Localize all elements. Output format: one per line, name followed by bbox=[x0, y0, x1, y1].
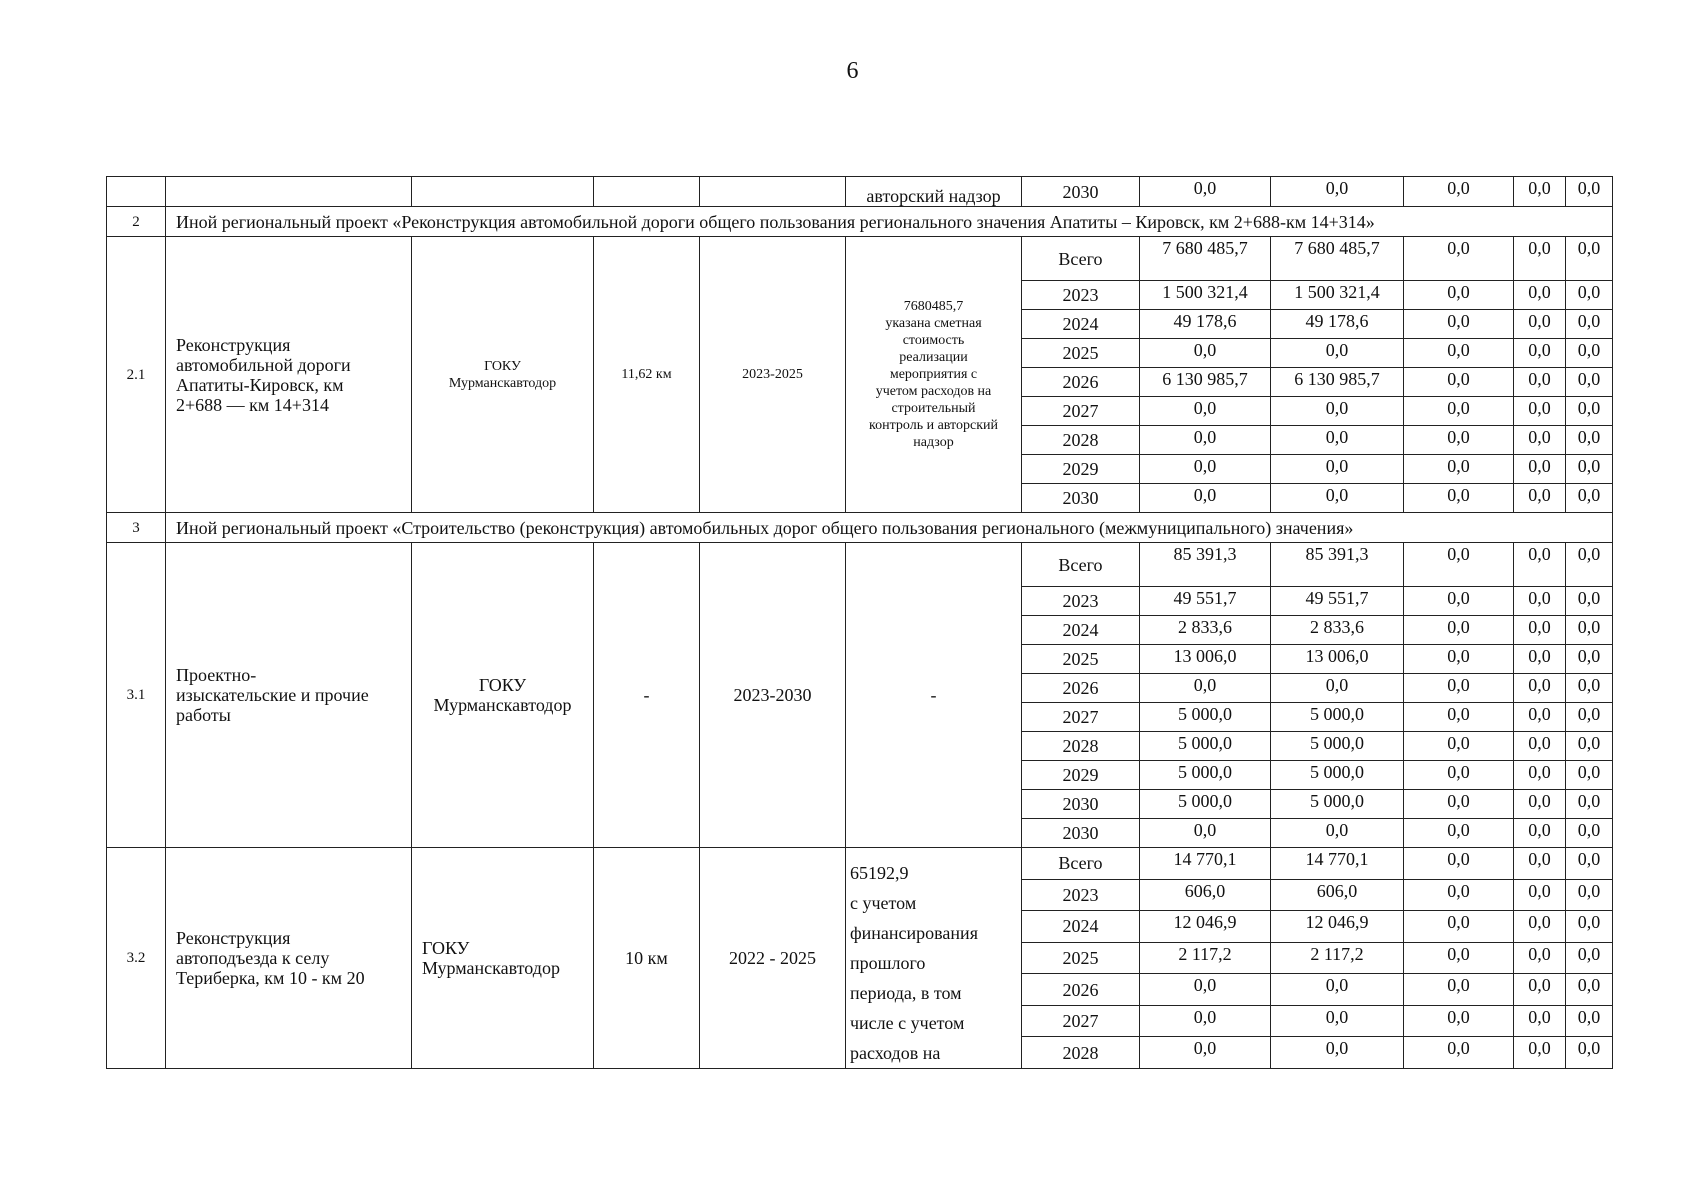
period-cell: 2023-2025 bbox=[700, 237, 846, 513]
value-cell-1: 49 178,6 bbox=[1140, 310, 1271, 339]
value-cell-4: 0,0 bbox=[1514, 397, 1566, 426]
value-cell-3: 0,0 bbox=[1404, 177, 1514, 207]
value-cell-4: 0,0 bbox=[1514, 790, 1566, 819]
year-cell: 2030 bbox=[1022, 819, 1140, 848]
value-cell-1: 0,0 bbox=[1140, 974, 1271, 1006]
value-cell-4: 0,0 bbox=[1514, 732, 1566, 761]
value-cell-4: 0,0 bbox=[1514, 339, 1566, 368]
value-cell-3: 0,0 bbox=[1404, 1037, 1514, 1069]
value-cell-1: 12 046,9 bbox=[1140, 911, 1271, 943]
value-cell-5: 0,0 bbox=[1566, 543, 1613, 587]
section-number: 3 bbox=[107, 513, 166, 543]
value-cell-5: 0,0 bbox=[1566, 1037, 1613, 1069]
value-cell-4: 0,0 bbox=[1514, 942, 1566, 974]
value-cell-5: 0,0 bbox=[1566, 790, 1613, 819]
value-cell-5: 0,0 bbox=[1566, 237, 1613, 281]
value-cell-4: 0,0 bbox=[1514, 426, 1566, 455]
value-cell-5: 0,0 bbox=[1566, 455, 1613, 484]
value-cell-3: 0,0 bbox=[1404, 974, 1514, 1006]
value-cell-2: 5 000,0 bbox=[1271, 732, 1404, 761]
item-name: Реконструкция автомобильной дороги Апатиты-Кировск, км 2+688 — км 14+314 bbox=[166, 237, 412, 513]
value-cell-5: 0,0 bbox=[1566, 281, 1613, 310]
value-cell-5: 0,0 bbox=[1566, 674, 1613, 703]
value-cell-1: 0,0 bbox=[1140, 484, 1271, 513]
value-cell-4: 0,0 bbox=[1514, 761, 1566, 790]
year-cell: 2025 bbox=[1022, 942, 1140, 974]
value-cell-3: 0,0 bbox=[1404, 879, 1514, 911]
value-cell-5: 0,0 bbox=[1566, 703, 1613, 732]
value-cell-1: 5 000,0 bbox=[1140, 761, 1271, 790]
value-cell-2: 0,0 bbox=[1271, 819, 1404, 848]
page-number: 6 bbox=[846, 58, 859, 84]
value-cell-2: 0,0 bbox=[1271, 339, 1404, 368]
value-cell-2: 606,0 bbox=[1271, 879, 1404, 911]
item-number: 2.1 bbox=[107, 237, 166, 513]
value-cell-2: 1 500 321,4 bbox=[1271, 281, 1404, 310]
executor-cell: ГОКУ Мурманскавтодор bbox=[412, 237, 594, 513]
value-cell-1: 6 130 985,7 bbox=[1140, 368, 1271, 397]
year-cell: 2027 bbox=[1022, 1005, 1140, 1037]
value-cell-5: 0,0 bbox=[1566, 732, 1613, 761]
value-cell-3: 0,0 bbox=[1404, 426, 1514, 455]
table-body bbox=[107, 177, 1613, 1069]
year-cell: 2030 bbox=[1022, 790, 1140, 819]
value-cell-2: 0,0 bbox=[1271, 484, 1404, 513]
value-cell-3: 0,0 bbox=[1404, 819, 1514, 848]
note-cell: авторский надзор bbox=[846, 177, 1022, 207]
value-cell-1: 0,0 bbox=[1140, 426, 1271, 455]
value-cell-3: 0,0 bbox=[1404, 645, 1514, 674]
value-cell-2: 12 046,9 bbox=[1271, 911, 1404, 943]
value-cell-5: 0,0 bbox=[1566, 761, 1613, 790]
value-cell-4: 0,0 bbox=[1514, 455, 1566, 484]
value-cell-3: 0,0 bbox=[1404, 339, 1514, 368]
value-cell-2: 13 006,0 bbox=[1271, 645, 1404, 674]
length-cell: - bbox=[594, 543, 700, 848]
year-cell: 2027 bbox=[1022, 397, 1140, 426]
value-cell-1: 1 500 321,4 bbox=[1140, 281, 1271, 310]
year-cell: 2024 bbox=[1022, 911, 1140, 943]
value-cell-4: 0,0 bbox=[1514, 819, 1566, 848]
year-cell: 2028 bbox=[1022, 426, 1140, 455]
value-cell-3: 0,0 bbox=[1404, 732, 1514, 761]
table-row bbox=[107, 177, 1613, 207]
value-cell-5: 0,0 bbox=[1566, 645, 1613, 674]
value-cell-4: 0,0 bbox=[1514, 543, 1566, 587]
value-cell-1: 7 680 485,7 bbox=[1140, 237, 1271, 281]
value-cell-1: 85 391,3 bbox=[1140, 543, 1271, 587]
item-number: 3.2 bbox=[107, 848, 166, 1069]
value-cell-4: 0,0 bbox=[1514, 616, 1566, 645]
value-cell-5: 0,0 bbox=[1566, 368, 1613, 397]
value-cell-2: 0,0 bbox=[1271, 674, 1404, 703]
year-cell: 2026 bbox=[1022, 368, 1140, 397]
value-cell-5: 0,0 bbox=[1566, 848, 1613, 880]
value-cell-2: 0,0 bbox=[1271, 455, 1404, 484]
value-cell-1: 14 770,1 bbox=[1140, 848, 1271, 880]
value-cell-4: 0,0 bbox=[1514, 281, 1566, 310]
year-cell: 2029 bbox=[1022, 761, 1140, 790]
value-cell-1: 2 833,6 bbox=[1140, 616, 1271, 645]
value-cell-3: 0,0 bbox=[1404, 616, 1514, 645]
value-cell-5: 0,0 bbox=[1566, 616, 1613, 645]
year-cell: 2026 bbox=[1022, 974, 1140, 1006]
year-cell: Всего bbox=[1022, 848, 1140, 880]
value-cell-3: 0,0 bbox=[1404, 703, 1514, 732]
value-cell-3: 0,0 bbox=[1404, 942, 1514, 974]
value-cell-4: 0,0 bbox=[1514, 645, 1566, 674]
value-cell-2: 14 770,1 bbox=[1271, 848, 1404, 880]
value-cell-1: 0,0 bbox=[1140, 339, 1271, 368]
value-cell-5: 0,0 bbox=[1566, 484, 1613, 513]
table-row bbox=[107, 543, 1613, 587]
value-cell-3: 0,0 bbox=[1404, 281, 1514, 310]
item-number: 3.1 bbox=[107, 543, 166, 848]
value-cell-2: 0,0 bbox=[1271, 397, 1404, 426]
value-cell-5: 0,0 bbox=[1566, 942, 1613, 974]
note-cell: 7680485,7 указана сметная стоимость реализации мероприятия с учетом расходов на строительный контроль и авторский надзор bbox=[846, 237, 1022, 513]
value-cell-1: 5 000,0 bbox=[1140, 732, 1271, 761]
value-cell-5: 0,0 bbox=[1566, 974, 1613, 1006]
value-cell-1: 0,0 bbox=[1140, 819, 1271, 848]
item-name: Реконструкция автоподъезда к селу Териберка, км 10 - км 20 bbox=[166, 848, 412, 1069]
value-cell-2: 0,0 bbox=[1271, 1005, 1404, 1037]
value-cell-5: 0,0 bbox=[1566, 879, 1613, 911]
value-cell-5: 0,0 bbox=[1566, 1005, 1613, 1037]
value-cell-5: 0,0 bbox=[1566, 177, 1613, 207]
value-cell-4: 0,0 bbox=[1514, 848, 1566, 880]
value-cell-5: 0,0 bbox=[1566, 397, 1613, 426]
empty-cell bbox=[166, 177, 412, 207]
executor-cell: ГОКУ Мурманскавтодор bbox=[412, 848, 594, 1069]
value-cell-4: 0,0 bbox=[1514, 587, 1566, 616]
length-cell: 11,62 км bbox=[594, 237, 700, 513]
empty-cell bbox=[594, 177, 700, 207]
value-cell-3: 0,0 bbox=[1404, 543, 1514, 587]
value-cell-1: 0,0 bbox=[1140, 1037, 1271, 1069]
value-cell-4: 0,0 bbox=[1514, 310, 1566, 339]
value-cell-4: 0,0 bbox=[1514, 703, 1566, 732]
value-cell-1: 5 000,0 bbox=[1140, 790, 1271, 819]
year-cell: 2029 bbox=[1022, 455, 1140, 484]
value-cell-3: 0,0 bbox=[1404, 587, 1514, 616]
value-cell-5: 0,0 bbox=[1566, 426, 1613, 455]
year-cell: 2024 bbox=[1022, 310, 1140, 339]
value-cell-5: 0,0 bbox=[1566, 587, 1613, 616]
section-title: Иной региональный проект «Строительство (реконструкция) автомобильных дорог общего пользования регионального (межмуниципального) значения» bbox=[166, 513, 1613, 543]
value-cell-4: 0,0 bbox=[1514, 177, 1566, 207]
value-cell-4: 0,0 bbox=[1514, 368, 1566, 397]
value-cell-3: 0,0 bbox=[1404, 397, 1514, 426]
value-cell-3: 0,0 bbox=[1404, 310, 1514, 339]
value-cell-1: 606,0 bbox=[1140, 879, 1271, 911]
year-cell: 2028 bbox=[1022, 1037, 1140, 1069]
value-cell-3: 0,0 bbox=[1404, 237, 1514, 281]
table-row bbox=[107, 848, 1613, 880]
year-cell: 2028 bbox=[1022, 732, 1140, 761]
value-cell-2: 85 391,3 bbox=[1271, 543, 1404, 587]
year-cell: 2023 bbox=[1022, 281, 1140, 310]
period-cell: 2022 - 2025 bbox=[700, 848, 846, 1069]
value-cell-3: 0,0 bbox=[1404, 455, 1514, 484]
value-cell-2: 2 117,2 bbox=[1271, 942, 1404, 974]
year-cell: 2027 bbox=[1022, 703, 1140, 732]
value-cell-4: 0,0 bbox=[1514, 911, 1566, 943]
section-row bbox=[107, 513, 1613, 543]
value-cell-2: 5 000,0 bbox=[1271, 703, 1404, 732]
period-cell: 2023-2030 bbox=[700, 543, 846, 848]
year-cell: 2025 bbox=[1022, 645, 1140, 674]
value-cell-4: 0,0 bbox=[1514, 237, 1566, 281]
year-cell: 2030 bbox=[1022, 177, 1140, 207]
value-cell-2: 49 551,7 bbox=[1271, 587, 1404, 616]
value-cell-2: 5 000,0 bbox=[1271, 790, 1404, 819]
value-cell-2: 49 178,6 bbox=[1271, 310, 1404, 339]
budget-table bbox=[106, 176, 1613, 1069]
value-cell-2: 0,0 bbox=[1271, 426, 1404, 455]
value-cell-1: 2 117,2 bbox=[1140, 942, 1271, 974]
year-cell: Всего bbox=[1022, 543, 1140, 587]
item-name: Проектно- изыскательские и прочие работы bbox=[166, 543, 412, 848]
value-cell-2: 5 000,0 bbox=[1271, 761, 1404, 790]
length-cell: 10 км bbox=[594, 848, 700, 1069]
value-cell-4: 0,0 bbox=[1514, 974, 1566, 1006]
value-cell-3: 0,0 bbox=[1404, 674, 1514, 703]
value-cell-1: 0,0 bbox=[1140, 455, 1271, 484]
year-cell: 2025 bbox=[1022, 339, 1140, 368]
value-cell-1: 0,0 bbox=[1140, 674, 1271, 703]
value-cell-3: 0,0 bbox=[1404, 911, 1514, 943]
value-cell-3: 0,0 bbox=[1404, 848, 1514, 880]
empty-cell bbox=[107, 177, 166, 207]
year-cell: 2023 bbox=[1022, 587, 1140, 616]
year-cell: 2030 bbox=[1022, 484, 1140, 513]
note-cell: 65192,9 с учетом финансирования прошлого периода, в том числе с учетом расходов на bbox=[846, 848, 1022, 1069]
value-cell-3: 0,0 bbox=[1404, 484, 1514, 513]
value-cell-1: 13 006,0 bbox=[1140, 645, 1271, 674]
year-cell: 2024 bbox=[1022, 616, 1140, 645]
year-cell: 2026 bbox=[1022, 674, 1140, 703]
value-cell-4: 0,0 bbox=[1514, 879, 1566, 911]
value-cell-3: 0,0 bbox=[1404, 368, 1514, 397]
value-cell-2: 2 833,6 bbox=[1271, 616, 1404, 645]
year-cell: Всего bbox=[1022, 237, 1140, 281]
year-cell: 2023 bbox=[1022, 879, 1140, 911]
value-cell-3: 0,0 bbox=[1404, 790, 1514, 819]
value-cell-4: 0,0 bbox=[1514, 484, 1566, 513]
value-cell-1: 0,0 bbox=[1140, 177, 1271, 207]
value-cell-2: 0,0 bbox=[1271, 177, 1404, 207]
value-cell-1: 0,0 bbox=[1140, 1005, 1271, 1037]
executor-cell: ГОКУ Мурманскавтодор bbox=[412, 543, 594, 848]
section-row bbox=[107, 207, 1613, 237]
value-cell-2: 7 680 485,7 bbox=[1271, 237, 1404, 281]
value-cell-2: 0,0 bbox=[1271, 1037, 1404, 1069]
value-cell-4: 0,0 bbox=[1514, 1005, 1566, 1037]
value-cell-5: 0,0 bbox=[1566, 911, 1613, 943]
value-cell-1: 49 551,7 bbox=[1140, 587, 1271, 616]
section-title: Иной региональный проект «Реконструкция автомобильной дороги общего пользования регионального значения Апатиты – Кировск, км 2+688-км 14+314» bbox=[166, 207, 1613, 237]
section-number: 2 bbox=[107, 207, 166, 237]
value-cell-5: 0,0 bbox=[1566, 339, 1613, 368]
value-cell-5: 0,0 bbox=[1566, 310, 1613, 339]
value-cell-5: 0,0 bbox=[1566, 819, 1613, 848]
value-cell-2: 0,0 bbox=[1271, 974, 1404, 1006]
empty-cell bbox=[412, 177, 594, 207]
value-cell-3: 0,0 bbox=[1404, 1005, 1514, 1037]
value-cell-1: 0,0 bbox=[1140, 397, 1271, 426]
table-row bbox=[107, 237, 1613, 281]
value-cell-3: 0,0 bbox=[1404, 761, 1514, 790]
value-cell-2: 6 130 985,7 bbox=[1271, 368, 1404, 397]
empty-cell bbox=[700, 177, 846, 207]
value-cell-1: 5 000,0 bbox=[1140, 703, 1271, 732]
value-cell-4: 0,0 bbox=[1514, 1037, 1566, 1069]
value-cell-4: 0,0 bbox=[1514, 674, 1566, 703]
note-cell: - bbox=[846, 543, 1022, 848]
